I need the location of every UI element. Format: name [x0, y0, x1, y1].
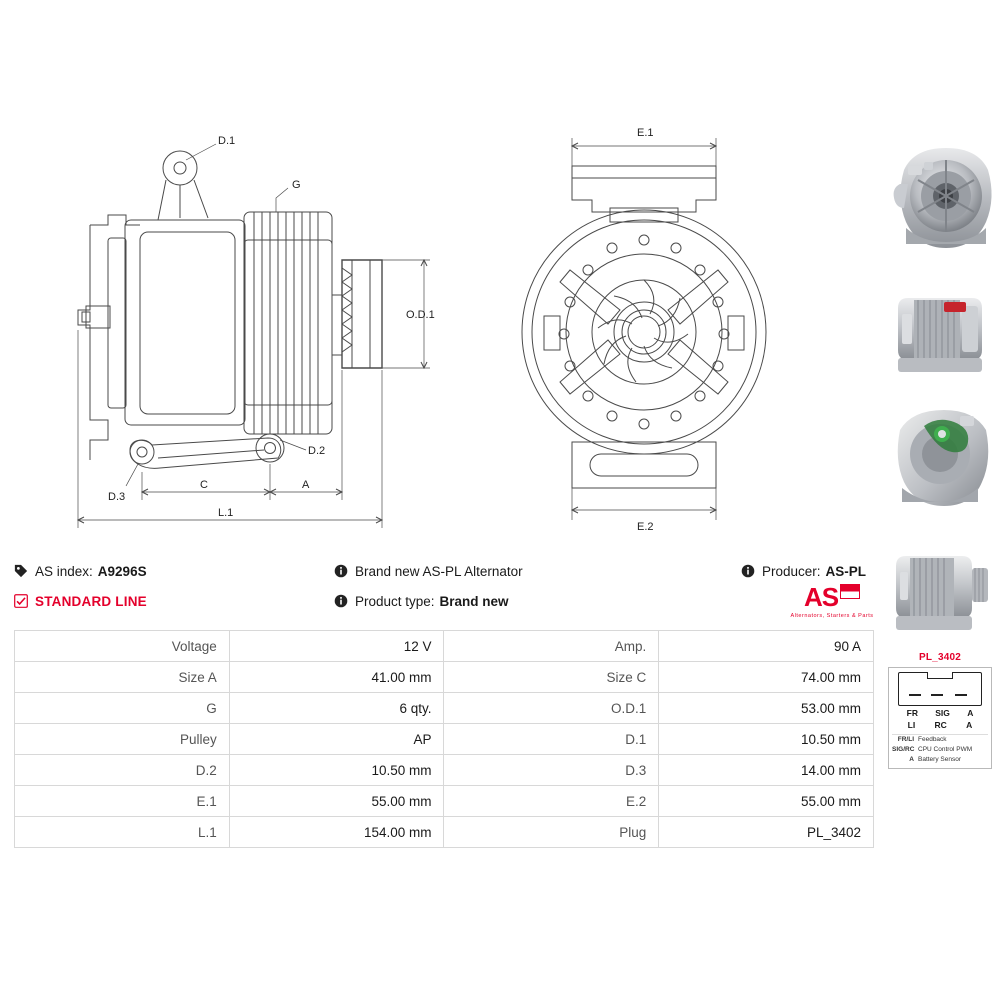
spec-value: AP [229, 724, 444, 755]
plug-legend-key: A [909, 756, 914, 764]
spec-label: E.2 [444, 786, 659, 817]
table-row [15, 662, 874, 693]
svg-text:E.2: E.2 [637, 521, 654, 533]
plug-connector-shape [898, 672, 982, 706]
product-photo-strip [880, 0, 1000, 870]
brand-tagline: Alternators, Starters & Parts [790, 613, 874, 619]
plug-diagram [888, 667, 992, 769]
plug-legend-key: FR/LI [897, 736, 914, 743]
svg-text:D.2: D.2 [308, 445, 326, 457]
producer [714, 564, 874, 579]
drawing-front-view [500, 120, 860, 540]
meta-row-1 [14, 556, 874, 586]
drawing-side-view [30, 120, 460, 540]
spec-value: 90 A [659, 631, 874, 662]
svg-text:C: C [200, 479, 208, 491]
alternator-photo-rear-angle[interactable] [884, 396, 996, 516]
spec-label: D.3 [444, 755, 659, 786]
alternator-photo-side[interactable] [884, 268, 996, 388]
plug-pin-names-top [892, 708, 988, 718]
svg-text:O.D.1: O.D.1 [406, 309, 435, 321]
product-meta [14, 556, 874, 616]
spec-value: 41.00 mm [229, 662, 444, 693]
plug-code-label: PL_3402 [919, 652, 961, 663]
svg-text:E.1: E.1 [637, 127, 654, 139]
plug-pin-label: SIG [935, 708, 950, 718]
spec-value: 6 qty. [229, 693, 444, 724]
brand-name: AS [803, 582, 839, 612]
plug-pin-1 [909, 694, 921, 697]
check-box-icon [14, 594, 28, 608]
plug-notch [927, 672, 953, 679]
spec-value: 12 V [229, 631, 444, 662]
table-row [15, 724, 874, 755]
plug-pin-label: A [967, 708, 974, 718]
alternator-photo-pulley-side[interactable] [884, 524, 996, 644]
spec-label: Pulley [15, 724, 230, 755]
plug-legend-row [892, 745, 988, 755]
plug-legend-text: Battery Sensor [918, 756, 961, 764]
svg-text:D.1: D.1 [218, 135, 236, 147]
spec-label: Amp. [444, 631, 659, 662]
info-icon [334, 564, 348, 578]
plug-legend-text: Feedback [918, 736, 947, 743]
spec-value: 154.00 mm [229, 817, 444, 848]
table-row [15, 631, 874, 662]
spec-label: G [15, 693, 230, 724]
spec-value: 55.00 mm [229, 786, 444, 817]
meta-row-2 [14, 582, 874, 616]
svg-text:L.1: L.1 [218, 507, 234, 519]
product-type [334, 594, 714, 609]
svg-text:D.3: D.3 [108, 491, 126, 503]
tag-icon [14, 564, 28, 578]
spec-label: O.D.1 [444, 693, 659, 724]
plug-legend-row [892, 735, 988, 745]
plug-pin-label: LI [907, 720, 916, 730]
product-description [334, 564, 714, 579]
spec-value: 10.50 mm [659, 724, 874, 755]
spec-value: 10.50 mm [229, 755, 444, 786]
spec-value: 74.00 mm [659, 662, 874, 693]
plug-pin-2 [931, 694, 943, 697]
spec-value: 55.00 mm [659, 786, 874, 817]
producer-value: AS-PL [825, 563, 866, 579]
spec-label: L.1 [15, 817, 230, 848]
svg-text:G: G [292, 179, 301, 191]
as-pl-logo [786, 584, 878, 619]
as-index-label: AS index: [35, 563, 93, 579]
plug-pin-3 [955, 694, 967, 697]
table-row [15, 755, 874, 786]
plug-legend [892, 734, 988, 765]
spec-label: Size C [444, 662, 659, 693]
plug-pin-label: RC [934, 720, 947, 730]
spec-label: E.1 [15, 786, 230, 817]
table-row [15, 786, 874, 817]
table-row [15, 693, 874, 724]
spec-value: 14.00 mm [659, 755, 874, 786]
spec-label: Plug [444, 817, 659, 848]
spec-label: D.1 [444, 724, 659, 755]
plug-legend-text: CPU Control PWM [918, 746, 973, 754]
spec-value: 53.00 mm [659, 693, 874, 724]
info-icon [334, 594, 348, 608]
product-description-text: Brand new AS-PL Alternator [355, 563, 523, 579]
table-row [15, 817, 874, 848]
plug-pin-names-bottom [892, 720, 988, 730]
technical-drawings [0, 0, 880, 548]
product-type-label: Product type: [355, 593, 435, 609]
plug-pin-label: FR [906, 708, 918, 718]
spec-value: PL_3402 [659, 817, 874, 848]
brand-flag-icon [840, 584, 860, 599]
standard-line-badge [14, 594, 334, 609]
plug-legend-key: SIG/RC [892, 746, 915, 754]
specification-table [14, 630, 874, 848]
spec-label: Voltage [15, 631, 230, 662]
svg-text:A: A [302, 479, 310, 491]
producer-label: Producer: [761, 563, 821, 579]
as-index [14, 564, 334, 579]
spec-label: Size A [15, 662, 230, 693]
alternator-photo-front-angle[interactable] [884, 140, 996, 260]
spec-label: D.2 [15, 755, 230, 786]
info-icon [741, 564, 755, 578]
standard-line-text: STANDARD LINE [35, 593, 147, 609]
as-index-value: A9296S [97, 563, 147, 579]
plug-pin-label: A [966, 720, 973, 730]
product-type-value: Brand new [439, 593, 509, 609]
plug-legend-row [892, 755, 988, 765]
